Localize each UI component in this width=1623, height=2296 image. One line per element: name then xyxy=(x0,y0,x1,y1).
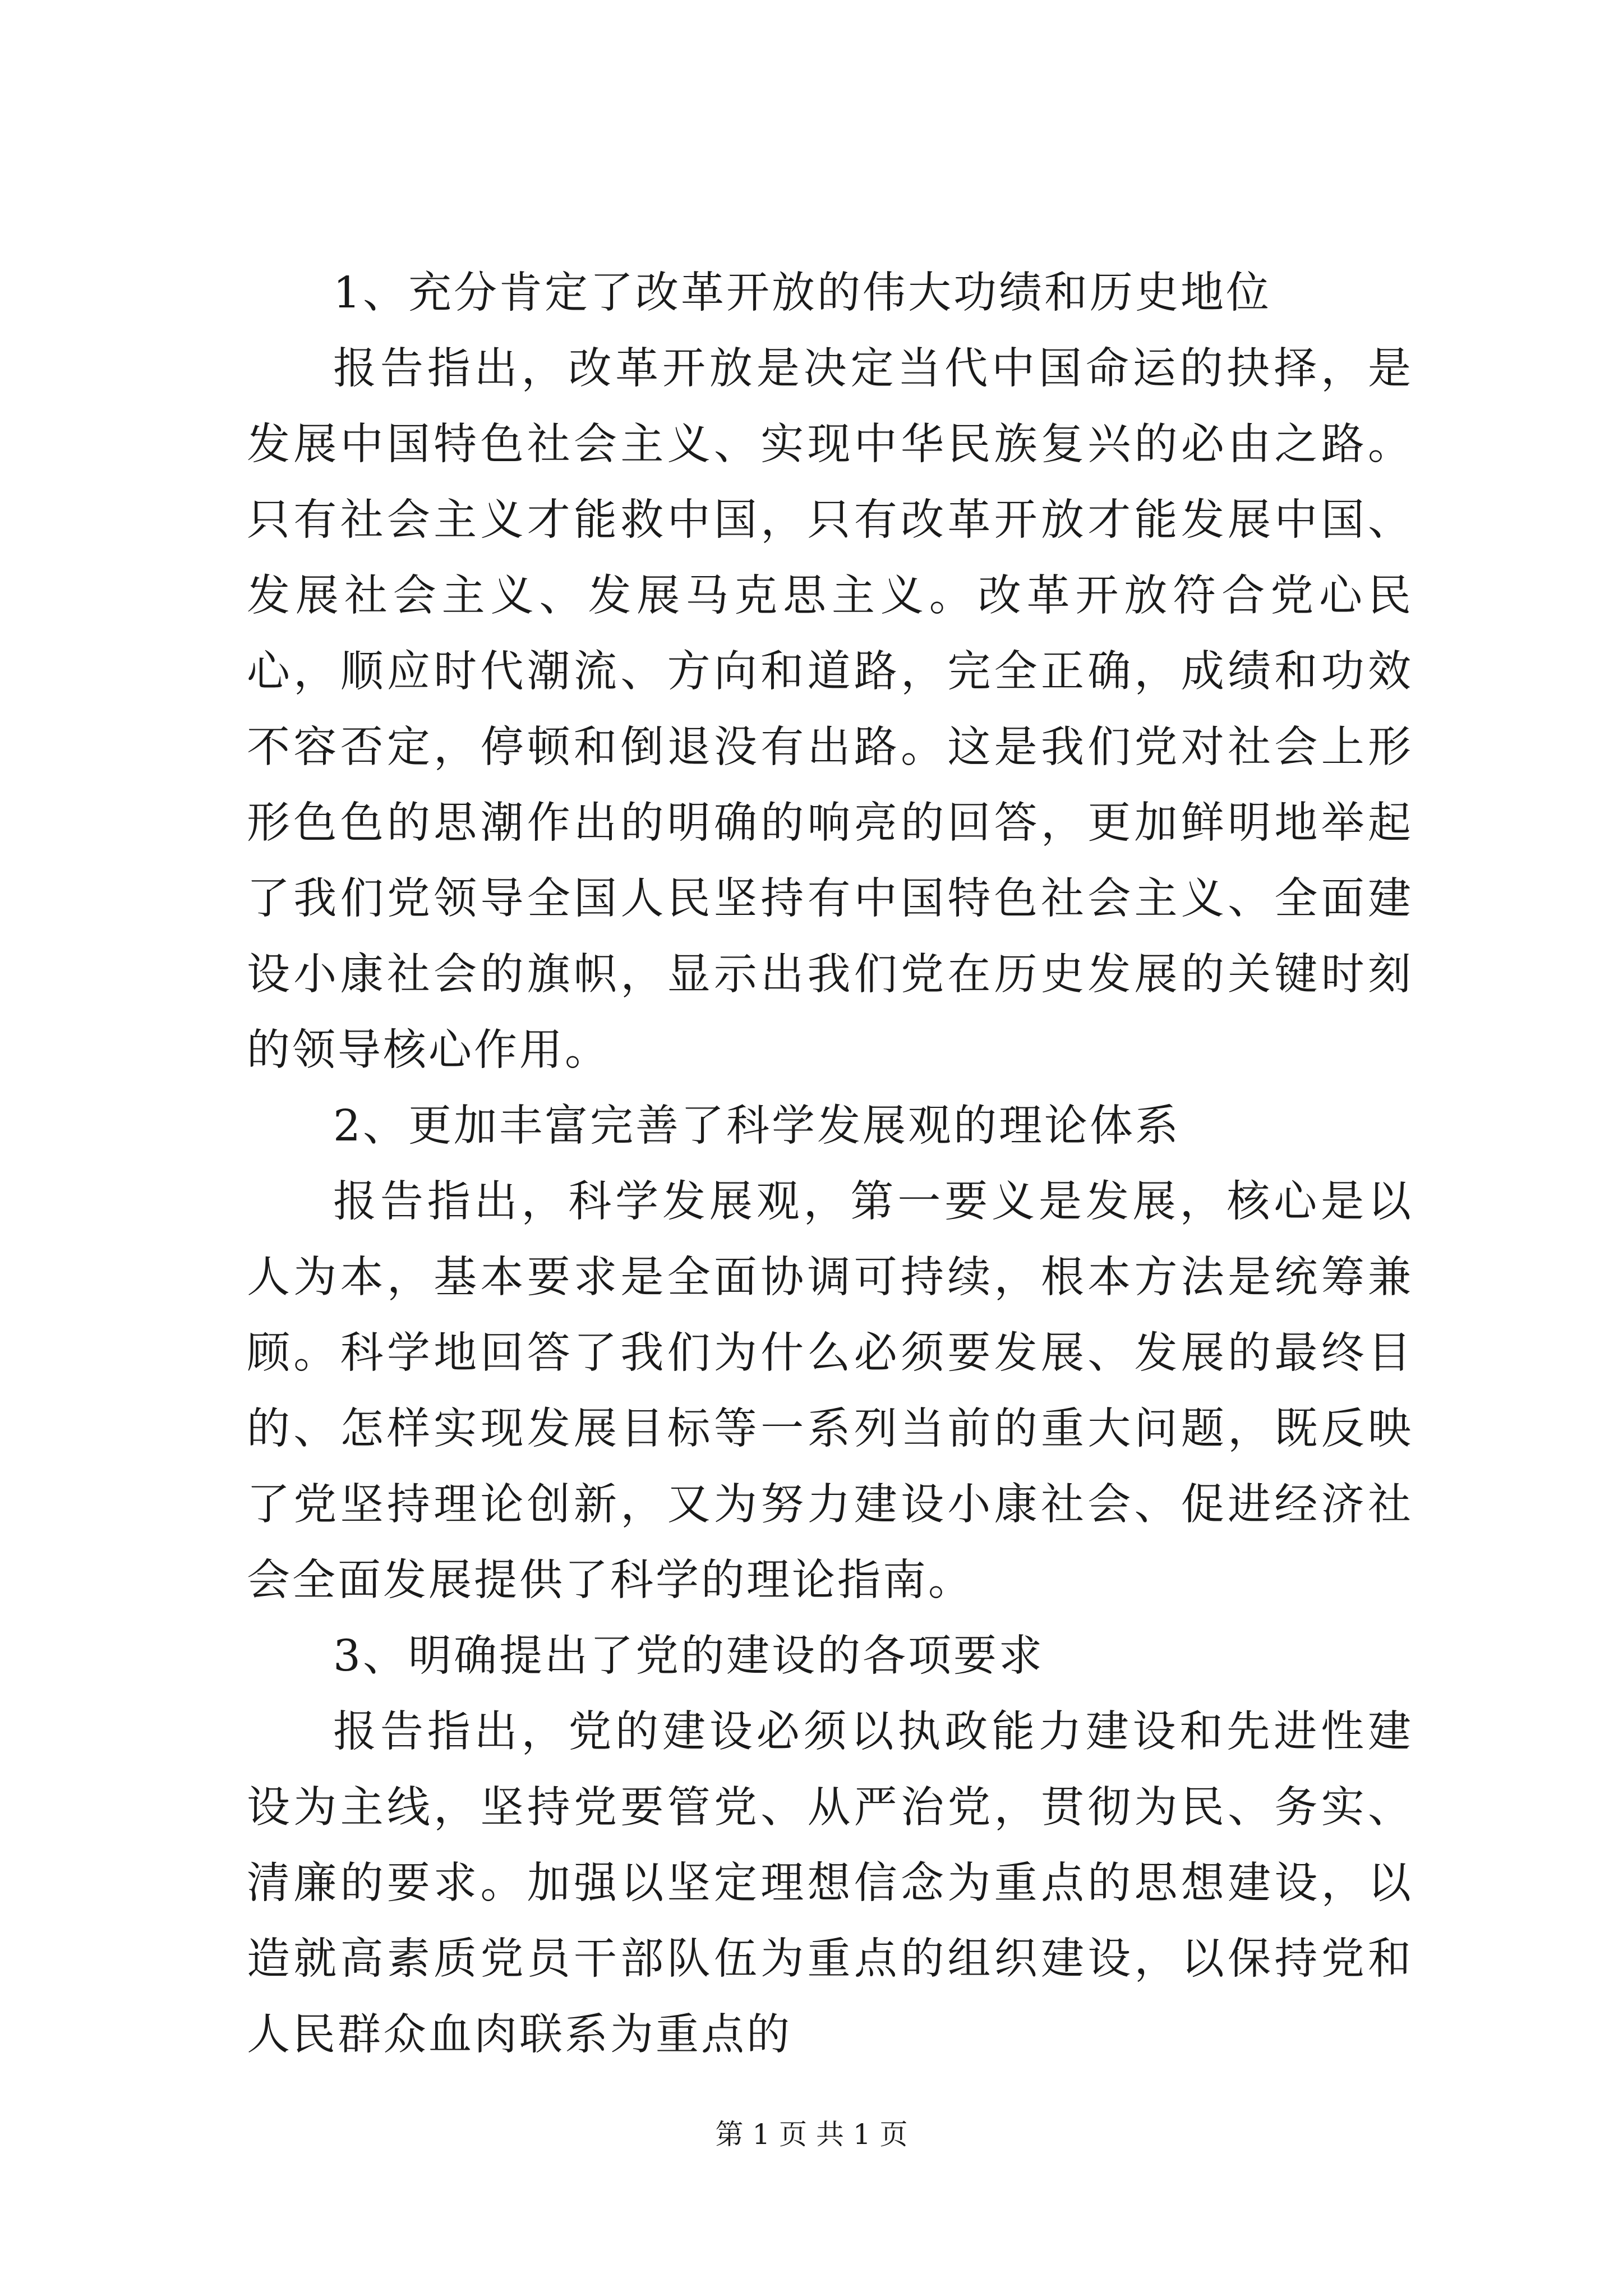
page-number-footer: 第 1 页 共 1 页 xyxy=(715,2118,908,2151)
section-heading-2: 2、更加丰富完善了科学发展观的理论体系 xyxy=(333,1101,1181,1151)
section-paragraph-3: 报告指出，党的建设必须以执政能力建设和先进性建设为主线，坚持党要管党、从严治党，贯彻为民、务实、清廉的要求。加强以坚定理想信念为重点的思想建设，以造就高素质党员干部队伍为重点的组织建设，以保持党和人民群众血肉联系为重点的 xyxy=(247,1707,1413,2060)
section-paragraph-1: 报告指出，改革开放是决定当代中国命运的抉择，是发展中国特色社会主义、实现中华民族复兴的必由之路。只有社会主义才能救中国，只有改革开放才能发展中国、发展社会主义、发展马克思主义。改革开放符合党心民心，顺应时代潮流、方向和道路，完全正确，成绩和功效不容否定，停顿和倒退没有出路。这是我们党对社会上形形色色的思潮作出的明确的响亮的回答，更加鲜明地举起了我们党领导全国人民坚持有中国特色社会主义、全面建设小康社会的旗帜，显示出我们党在历史发展的关键时刻的领导核心作用。 xyxy=(247,344,1413,1075)
section-paragraph-2: 报告指出，科学发展观，第一要义是发展，核心是以人为本，基本要求是全面协调可持续，根本方法是统筹兼顾。科学地回答了我们为什么必须要发展、发展的最终目的、怎样实现发展目标等一系列当前的重大问题，既反映了党坚持理论创新，又为努力建设小康社会、促进经济社会全面发展提供了科学的理论指南。 xyxy=(247,1177,1413,1605)
section-heading-1: 1、充分肯定了改革开放的伟大功绩和历史地位 xyxy=(333,268,1271,318)
section-heading-3: 3、明确提出了党的建设的各项要求 xyxy=(333,1631,1044,1681)
document-body xyxy=(247,255,1413,2073)
